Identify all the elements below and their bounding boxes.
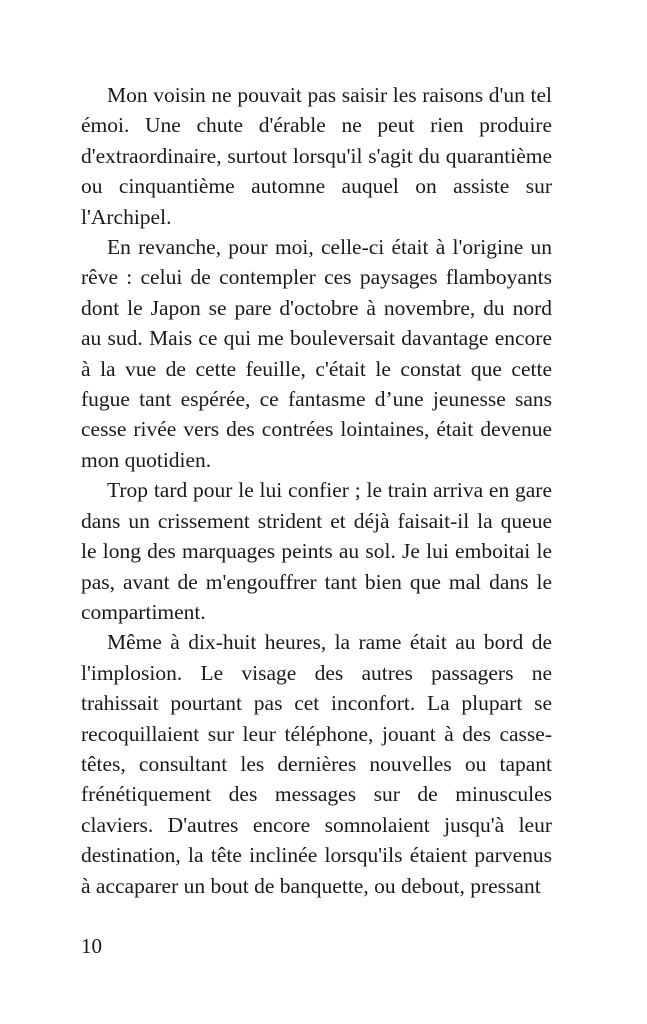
paragraph-3: Trop tard pour le lui confier ; le train arriva en gare dans un crissement strident et déjà faisait-il la queue le long des marquages peints au sol. Je lui emboitai le pas, avant de m'engouffrer tant bien que mal dans le compartiment. [81,478,552,624]
paragraph-1: Mon voisin ne pouvait pas saisir les raisons d'un tel émoi. Une chute d'érable ne peut rien produire d'extraordinaire, surtout lorsqu'il s'agit du quarantième ou cinquantième automne auquel on assiste sur l'Archipel. [81,83,552,229]
body-text [81,80,552,901]
paragraph-2: En revanche, pour moi, celle-ci était à l'origine un rêve : celui de contempler ces paysages flamboyants dont le Japon se pare d'octobre à novembre, du nord au sud. Mais ce qui me bouleversait davantage encore à la vue de cette feuille, c'était le constat que cette fugue tant espérée, ce fantasme d’une jeunesse sans cesse rivée vers des contrées lointaines, était devenue mon quotidien. [81,235,552,472]
paragraph-4: Même à dix-huit heures, la rame était au bord de l'implosion. Le visage des autres passagers ne trahissait pourtant pas cet inconfort. La plupart se recoquillaient sur leur téléphone, jouant à des casse-têtes, consultant les dernières nouvelles ou tapant frénétiquement des messages sur de minuscules claviers. D'autres encore somnolaient jusqu'à leur destination, la tête inclinée lorsqu'ils étaient parvenus à accaparer un bout de banquette, ou debout, pressant [81,630,552,898]
page-number: 10 [81,934,102,958]
